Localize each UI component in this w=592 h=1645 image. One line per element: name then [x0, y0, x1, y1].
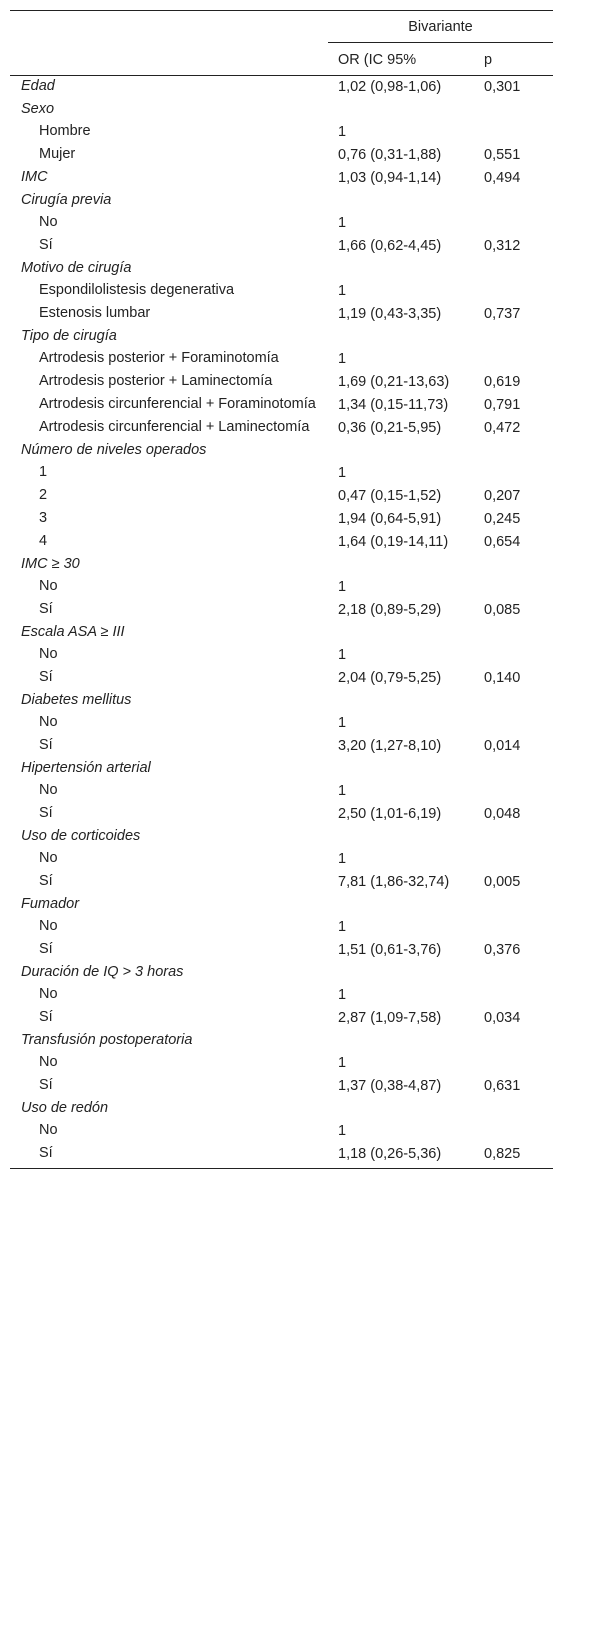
p-value-cell [473, 348, 553, 371]
odds-ratio-cell [328, 258, 473, 280]
p-value-cell [473, 326, 553, 348]
table-row-category [10, 644, 553, 667]
variable-label: Duración de IQ > 3 horas [21, 964, 184, 980]
category-label: 1 [39, 464, 48, 480]
table-row-variable [10, 258, 553, 280]
variable-label: Fumador [21, 896, 80, 912]
variable-label: Cirugía previa [21, 192, 112, 208]
table-row-category [10, 1007, 553, 1030]
results-table [10, 10, 553, 1169]
odds-ratio-cell: 2,04 (0,79-5,25) [338, 670, 442, 686]
odds-ratio-cell: 1 [338, 579, 347, 595]
table-row-category [10, 121, 553, 144]
table-row-category [10, 417, 553, 440]
p-value-cell [473, 440, 553, 462]
variable-label: Diabetes mellitus [21, 692, 132, 708]
p-value-cell [473, 984, 553, 1007]
table-body [10, 76, 553, 1169]
p-value-cell [473, 780, 553, 803]
table-row-category [10, 508, 553, 531]
odds-ratio-cell: 1 [338, 987, 347, 1003]
odds-ratio-cell: 3,20 (1,27-8,10) [338, 738, 442, 754]
table-row-category [10, 780, 553, 803]
p-value-cell [473, 848, 553, 871]
odds-ratio-cell [328, 894, 473, 916]
p-value-cell [473, 916, 553, 939]
table-row-variable [10, 758, 553, 780]
p-value-cell: 0,631 [484, 1078, 521, 1094]
p-value-cell [473, 644, 553, 667]
category-label: No [39, 1054, 58, 1070]
table-row-category [10, 531, 553, 554]
table-row-category [10, 848, 553, 871]
p-value-cell: 0,034 [484, 1010, 521, 1026]
variable-label: Uso de corticoides [21, 828, 141, 844]
category-label: No [39, 1122, 58, 1138]
category-label: No [39, 578, 58, 594]
p-value-cell: 0,791 [484, 397, 521, 413]
category-label: Mujer [39, 146, 76, 162]
odds-ratio-cell: 1 [338, 919, 347, 935]
table-row-category [10, 1143, 553, 1169]
category-label: No [39, 646, 58, 662]
p-value-cell: 0,737 [484, 306, 521, 322]
category-label: Artrodesis posterior + Laminectomía [39, 373, 273, 389]
odds-ratio-cell [328, 690, 473, 712]
category-label: Hombre [39, 123, 91, 139]
category-label: Sí [39, 601, 53, 617]
p-value-cell: 0,825 [473, 1143, 553, 1169]
odds-ratio-cell: 1,02 (0,98-1,06) [338, 79, 442, 95]
category-label: Sí [39, 1077, 53, 1093]
variable-label: Escala ASA ≥ III [21, 624, 125, 640]
odds-ratio-cell: 1 [338, 215, 347, 231]
odds-ratio-cell: 1,51 (0,61-3,76) [338, 942, 442, 958]
p-value-cell: 0,376 [484, 942, 521, 958]
odds-ratio-cell: 1 [338, 647, 347, 663]
table-row-category [10, 144, 553, 167]
table-row-category [10, 462, 553, 485]
category-label: Estenosis lumbar [39, 305, 151, 321]
odds-ratio-cell: 1,69 (0,21-13,63) [338, 374, 450, 390]
odds-ratio-cell [328, 826, 473, 848]
p-value-cell [473, 258, 553, 280]
table-row-variable [10, 894, 553, 916]
table-row-category [10, 667, 553, 690]
variable-label: IMC [21, 169, 48, 185]
category-label: No [39, 918, 58, 934]
header-group-bivariante: Bivariante [328, 11, 553, 43]
header-row-group [10, 11, 553, 43]
table-row-category [10, 394, 553, 417]
category-label: Sí [39, 1009, 53, 1025]
odds-ratio-cell: 7,81 (1,86-32,74) [338, 874, 450, 890]
variable-label: Sexo [21, 101, 55, 117]
p-value-cell: 0,085 [484, 602, 521, 618]
odds-ratio-cell: 1 [338, 1123, 347, 1139]
table-row-variable [10, 554, 553, 576]
odds-ratio-cell: 1 [338, 465, 347, 481]
odds-ratio-cell [328, 1030, 473, 1052]
table-row-category [10, 1052, 553, 1075]
odds-ratio-cell: 1,66 (0,62-4,45) [338, 238, 442, 254]
table-row-category [10, 280, 553, 303]
p-value-cell [473, 121, 553, 144]
category-label: Sí [39, 737, 53, 753]
table-row-category [10, 371, 553, 394]
table-header [10, 11, 553, 76]
odds-ratio-cell: 2,18 (0,89-5,29) [338, 602, 442, 618]
p-value-cell [473, 962, 553, 984]
category-label: Sí [39, 873, 53, 889]
header-or-ci: OR (IC 95% [328, 43, 473, 76]
variable-label: Tipo de cirugía [21, 328, 117, 344]
odds-ratio-cell [328, 962, 473, 984]
category-label: Artrodesis circunferencial + Foraminotomía [39, 396, 316, 412]
category-label: 2 [39, 487, 48, 503]
odds-ratio-cell: 0,76 (0,31-1,88) [338, 147, 442, 163]
odds-ratio-cell [328, 326, 473, 348]
odds-ratio-cell [328, 758, 473, 780]
p-value-cell [473, 622, 553, 644]
table-row-category [10, 485, 553, 508]
table-row-category [10, 1120, 553, 1143]
odds-ratio-cell: 1 [338, 715, 347, 731]
table-row-category [10, 348, 553, 371]
p-value-cell [473, 1052, 553, 1075]
p-value-cell [473, 1030, 553, 1052]
header-empty-cell [10, 11, 328, 43]
category-label: Espondilolistesis degenerativa [39, 282, 235, 298]
odds-ratio-cell: 1,34 (0,15-11,73) [338, 397, 449, 413]
odds-ratio-cell [328, 622, 473, 644]
odds-ratio-cell: 1,64 (0,19-14,11) [338, 534, 449, 550]
p-value-cell [473, 894, 553, 916]
category-label: No [39, 714, 58, 730]
odds-ratio-cell: 2,87 (1,09-7,58) [338, 1010, 442, 1026]
variable-label: Uso de redón [21, 1100, 109, 1116]
p-value-cell [473, 758, 553, 780]
p-value-cell: 0,245 [484, 511, 521, 527]
header-p-value: p [473, 43, 553, 76]
table-row-category [10, 1075, 553, 1098]
p-value-cell: 0,619 [484, 374, 521, 390]
p-value-cell [473, 826, 553, 848]
p-value-cell: 0,048 [484, 806, 521, 822]
table-row-variable [10, 690, 553, 712]
odds-ratio-cell: 1 [338, 783, 347, 799]
table-row-category [10, 871, 553, 894]
odds-ratio-cell: 0,47 (0,15-1,52) [338, 488, 442, 504]
p-value-cell [473, 462, 553, 485]
table-row-category [10, 984, 553, 1007]
odds-ratio-cell: 1 [338, 851, 347, 867]
p-value-cell: 0,472 [484, 420, 521, 436]
table-row-variable [10, 1030, 553, 1052]
odds-ratio-cell: 1,94 (0,64-5,91) [338, 511, 442, 527]
table-row-variable [10, 76, 553, 100]
table-row-variable [10, 190, 553, 212]
table-row-variable [10, 326, 553, 348]
odds-ratio-cell: 1,18 (0,26-5,36) [328, 1143, 473, 1169]
p-value-cell [473, 99, 553, 121]
p-value-cell: 0,005 [484, 874, 521, 890]
odds-ratio-cell: 1,37 (0,38-4,87) [338, 1078, 442, 1094]
variable-label: IMC ≥ 30 [21, 556, 80, 572]
category-label: 4 [39, 533, 48, 549]
variable-label: Edad [21, 78, 55, 94]
table-row-category [10, 212, 553, 235]
p-value-cell: 0,312 [484, 238, 521, 254]
p-value-cell [473, 280, 553, 303]
odds-ratio-cell: 1 [338, 124, 347, 140]
odds-ratio-cell: 1 [338, 1055, 347, 1071]
category-label: Sí [10, 1143, 328, 1169]
table-row-variable [10, 440, 553, 462]
odds-ratio-cell [328, 440, 473, 462]
p-value-cell [473, 576, 553, 599]
header-empty-cell [10, 43, 328, 76]
odds-ratio-cell [328, 99, 473, 121]
category-label: No [39, 986, 58, 1002]
header-row-columns [10, 43, 553, 76]
category-label: Sí [39, 805, 53, 821]
odds-ratio-cell: 2,50 (1,01-6,19) [338, 806, 442, 822]
table-row-variable [10, 622, 553, 644]
odds-ratio-cell: 1 [338, 283, 347, 299]
odds-ratio-cell [328, 1098, 473, 1120]
p-value-cell: 0,207 [484, 488, 521, 504]
p-value-cell [473, 1120, 553, 1143]
table-row-category [10, 916, 553, 939]
table-row-category [10, 235, 553, 258]
p-value-cell: 0,494 [484, 170, 521, 186]
variable-label: Número de niveles operados [21, 442, 207, 458]
p-value-cell: 0,140 [484, 670, 521, 686]
table-row-variable [10, 826, 553, 848]
p-value-cell [473, 212, 553, 235]
category-label: Sí [39, 237, 53, 253]
table-row-variable [10, 1098, 553, 1120]
table-row-category [10, 303, 553, 326]
p-value-cell [473, 190, 553, 212]
category-label: No [39, 214, 58, 230]
p-value-cell: 0,654 [484, 534, 521, 550]
category-label: Artrodesis posterior + Foraminotomía [39, 350, 279, 366]
odds-ratio-cell: 1 [338, 351, 347, 367]
variable-label: Transfusión postoperatoria [21, 1032, 193, 1048]
category-label: 3 [39, 510, 48, 526]
table-row-variable [10, 99, 553, 121]
p-value-cell [473, 554, 553, 576]
p-value-cell: 0,551 [484, 147, 521, 163]
category-label: No [39, 782, 58, 798]
table-row-category [10, 712, 553, 735]
category-label: Artrodesis circunferencial + Laminectomía [39, 419, 310, 435]
table-row-category [10, 735, 553, 758]
odds-ratio-cell: 1,03 (0,94-1,14) [338, 170, 442, 186]
p-value-cell [473, 1098, 553, 1120]
odds-ratio-cell: 1,19 (0,43-3,35) [338, 306, 442, 322]
table-row-category [10, 803, 553, 826]
category-label: Sí [39, 669, 53, 685]
p-value-cell [473, 690, 553, 712]
table-row-category [10, 599, 553, 622]
odds-ratio-cell [328, 190, 473, 212]
category-label: Sí [39, 941, 53, 957]
odds-ratio-cell [328, 554, 473, 576]
table-row-category [10, 939, 553, 962]
p-value-cell [473, 712, 553, 735]
table-row-category [10, 576, 553, 599]
variable-label: Motivo de cirugía [21, 260, 132, 276]
category-label: No [39, 850, 58, 866]
p-value-cell: 0,301 [484, 79, 521, 95]
p-value-cell: 0,014 [484, 738, 521, 754]
table-row-variable [10, 962, 553, 984]
odds-ratio-cell: 0,36 (0,21-5,95) [338, 420, 442, 436]
table-row-variable [10, 167, 553, 190]
variable-label: Hipertensión arterial [21, 760, 151, 776]
